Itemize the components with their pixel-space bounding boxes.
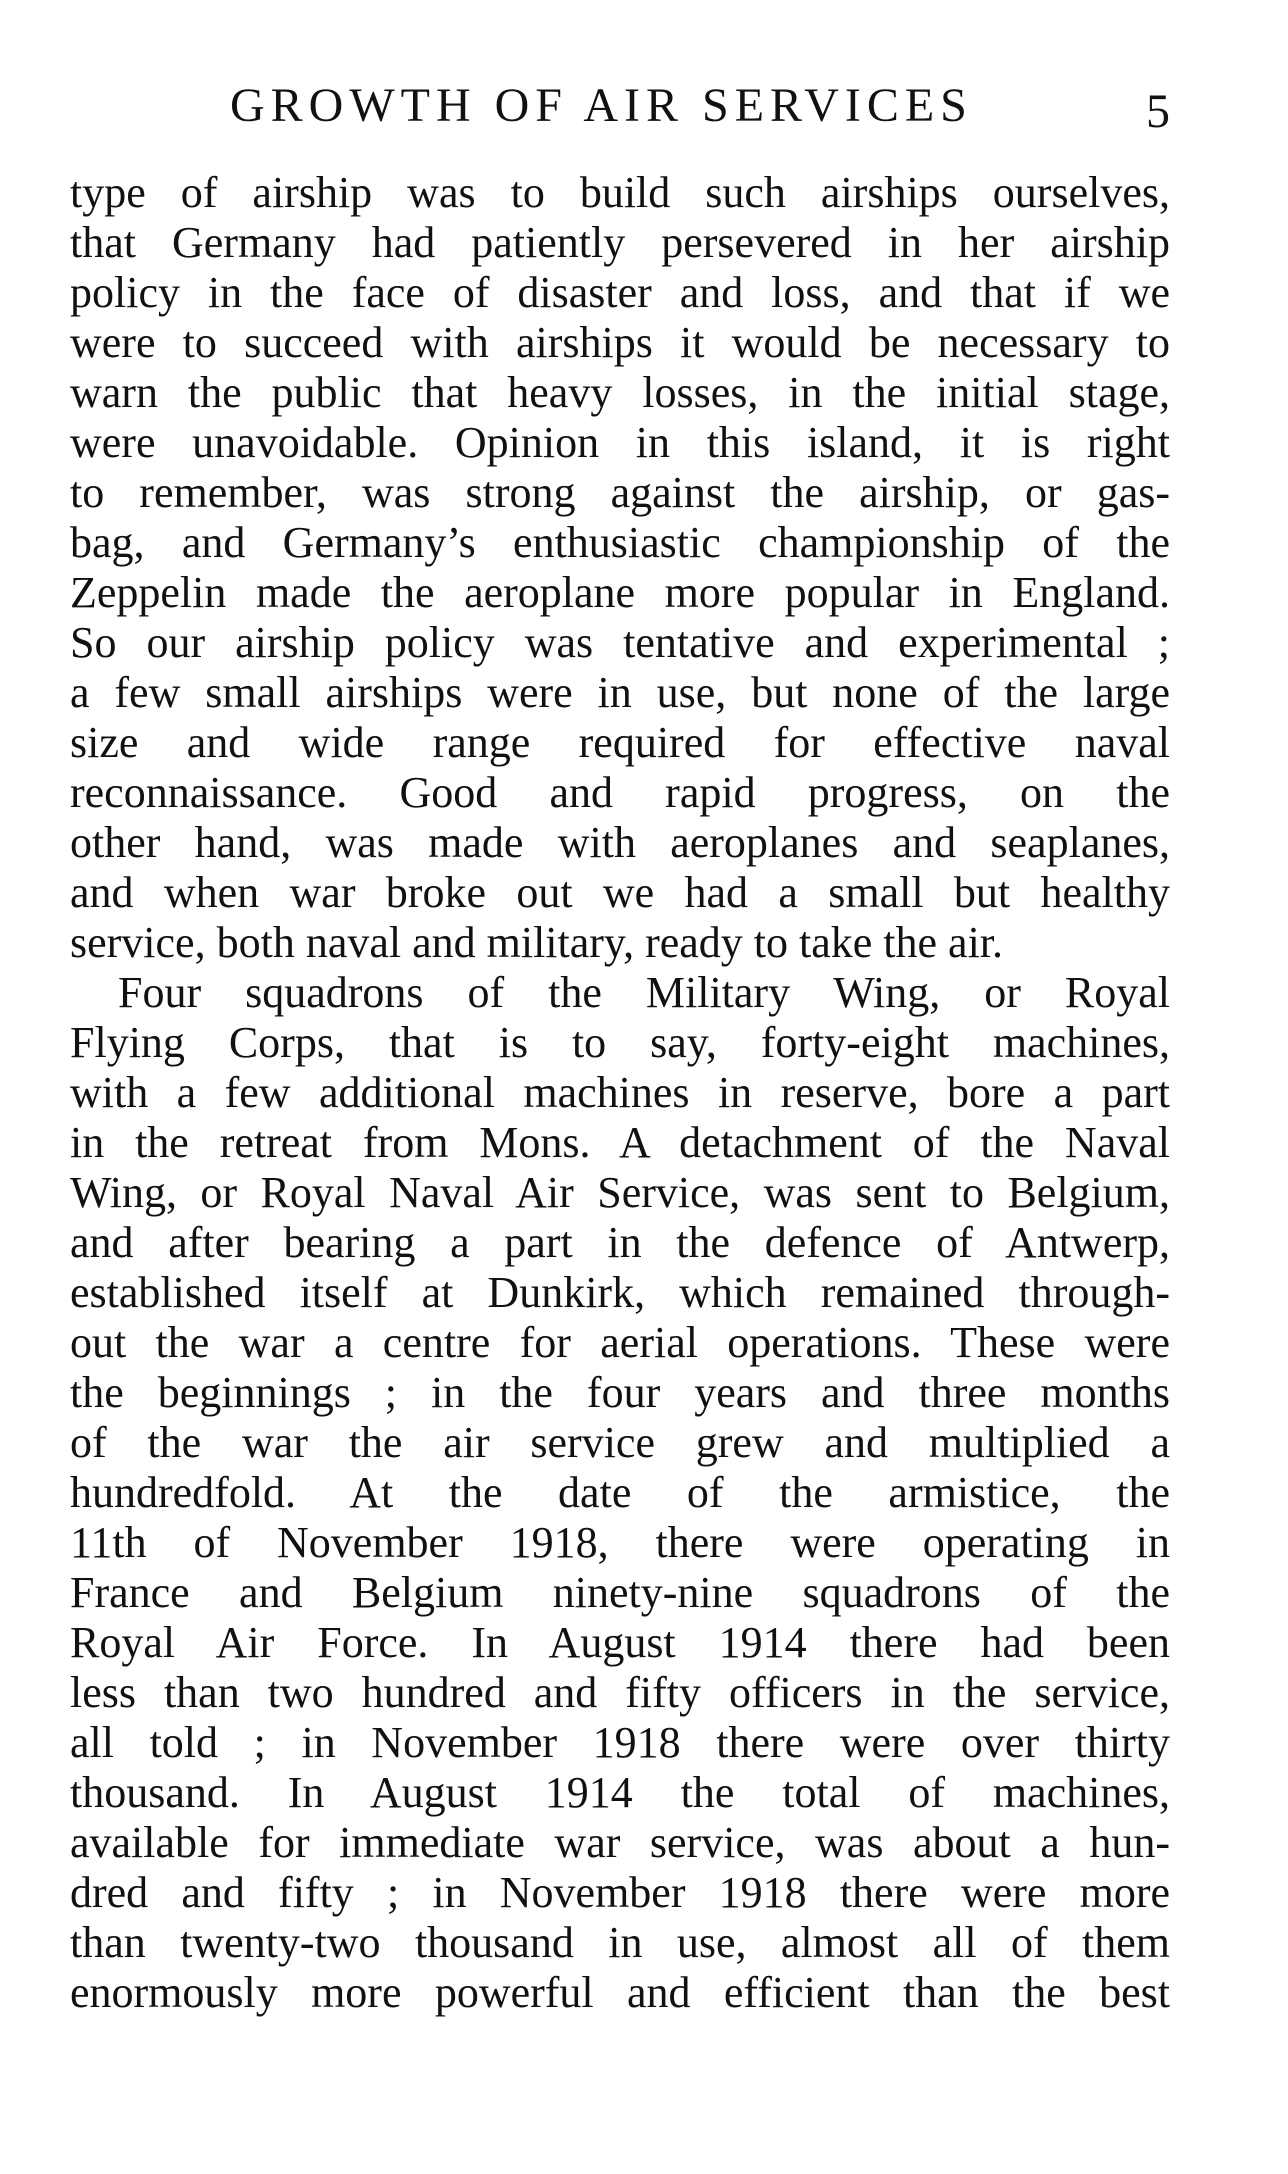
text-line: all told ; in November 1918 there were over thirty bbox=[70, 1718, 1170, 1767]
text-line: Flying Corps, that is to say, forty-eight machines, bbox=[70, 1018, 1170, 1067]
text-line: were to succeed with airships it would be necessary to bbox=[70, 318, 1170, 367]
text-line: less than two hundred and fifty officers in the service, bbox=[70, 1668, 1170, 1717]
text-line: warn the public that heavy losses, in the initial stage, bbox=[70, 368, 1170, 417]
text-line: of the war the air service grew and multiplied a bbox=[70, 1418, 1170, 1467]
text-line: were unavoidable. Opinion in this island, it is right bbox=[70, 418, 1170, 467]
text-line: the beginnings ; in the four years and three months bbox=[70, 1368, 1170, 1417]
text-line: than twenty-two thousand in use, almost all of them bbox=[70, 1918, 1170, 1967]
running-title: GROWTH OF AIR SERVICES bbox=[230, 79, 973, 132]
text-line: and after bearing a part in the defence of Antwerp, bbox=[70, 1218, 1170, 1267]
page-number: 5 bbox=[1146, 85, 1170, 138]
text-line: other hand, was made with aeroplanes and seaplanes, bbox=[70, 818, 1170, 867]
text-line: type of airship was to build such airships ourselves, bbox=[70, 168, 1170, 217]
text-line: reconnaissance. Good and rapid progress, on the bbox=[70, 768, 1170, 817]
text-line: and when war broke out we had a small but healthy bbox=[70, 868, 1170, 917]
paragraph-start-line: Four squadrons of the Military Wing, or Royal bbox=[118, 968, 1170, 1017]
text-line: service, both naval and military, ready to take the air. bbox=[70, 918, 1004, 967]
text-line: with a few additional machines in reserve, bore a part bbox=[70, 1068, 1170, 1117]
text-line: size and wide range required for effective naval bbox=[70, 718, 1170, 767]
text-line: that Germany had patiently persevered in her airship bbox=[70, 218, 1170, 267]
text-line: thousand. In August 1914 the total of machines, bbox=[70, 1768, 1170, 1817]
text-line: Wing, or Royal Naval Air Service, was sent to Belgium, bbox=[70, 1168, 1170, 1217]
text-line: Royal Air Force. In August 1914 there had been bbox=[70, 1618, 1170, 1667]
text-line: France and Belgium ninety-nine squadrons of the bbox=[70, 1568, 1170, 1617]
text-line: 11th of November 1918, there were operating in bbox=[70, 1518, 1170, 1567]
text-line: hundredfold. At the date of the armistice, the bbox=[70, 1468, 1170, 1517]
text-line: enormously more powerful and efficient than the best bbox=[70, 1968, 1170, 2017]
text-line: So our airship policy was tentative and experimental ; bbox=[70, 618, 1170, 667]
text-line: a few small airships were in use, but none of the large bbox=[70, 668, 1170, 717]
text-line: in the retreat from Mons. A detachment of the Naval bbox=[70, 1118, 1170, 1167]
body-text bbox=[70, 168, 1170, 2018]
text-line: out the war a centre for aerial operations. These were bbox=[70, 1318, 1170, 1367]
text-line: available for immediate war service, was about a hun- bbox=[70, 1818, 1170, 1867]
text-line: to remember, was strong against the airship, or gas- bbox=[70, 468, 1170, 517]
running-head bbox=[70, 72, 1170, 142]
text-line: Zeppelin made the aeroplane more popular in England. bbox=[70, 568, 1170, 617]
text-line: established itself at Dunkirk, which remained through- bbox=[70, 1268, 1170, 1317]
text-line: bag, and Germany’s enthusiastic championship of the bbox=[70, 518, 1170, 567]
text-line: policy in the face of disaster and loss, and that if we bbox=[70, 268, 1170, 317]
text-line: dred and fifty ; in November 1918 there were more bbox=[70, 1868, 1170, 1917]
